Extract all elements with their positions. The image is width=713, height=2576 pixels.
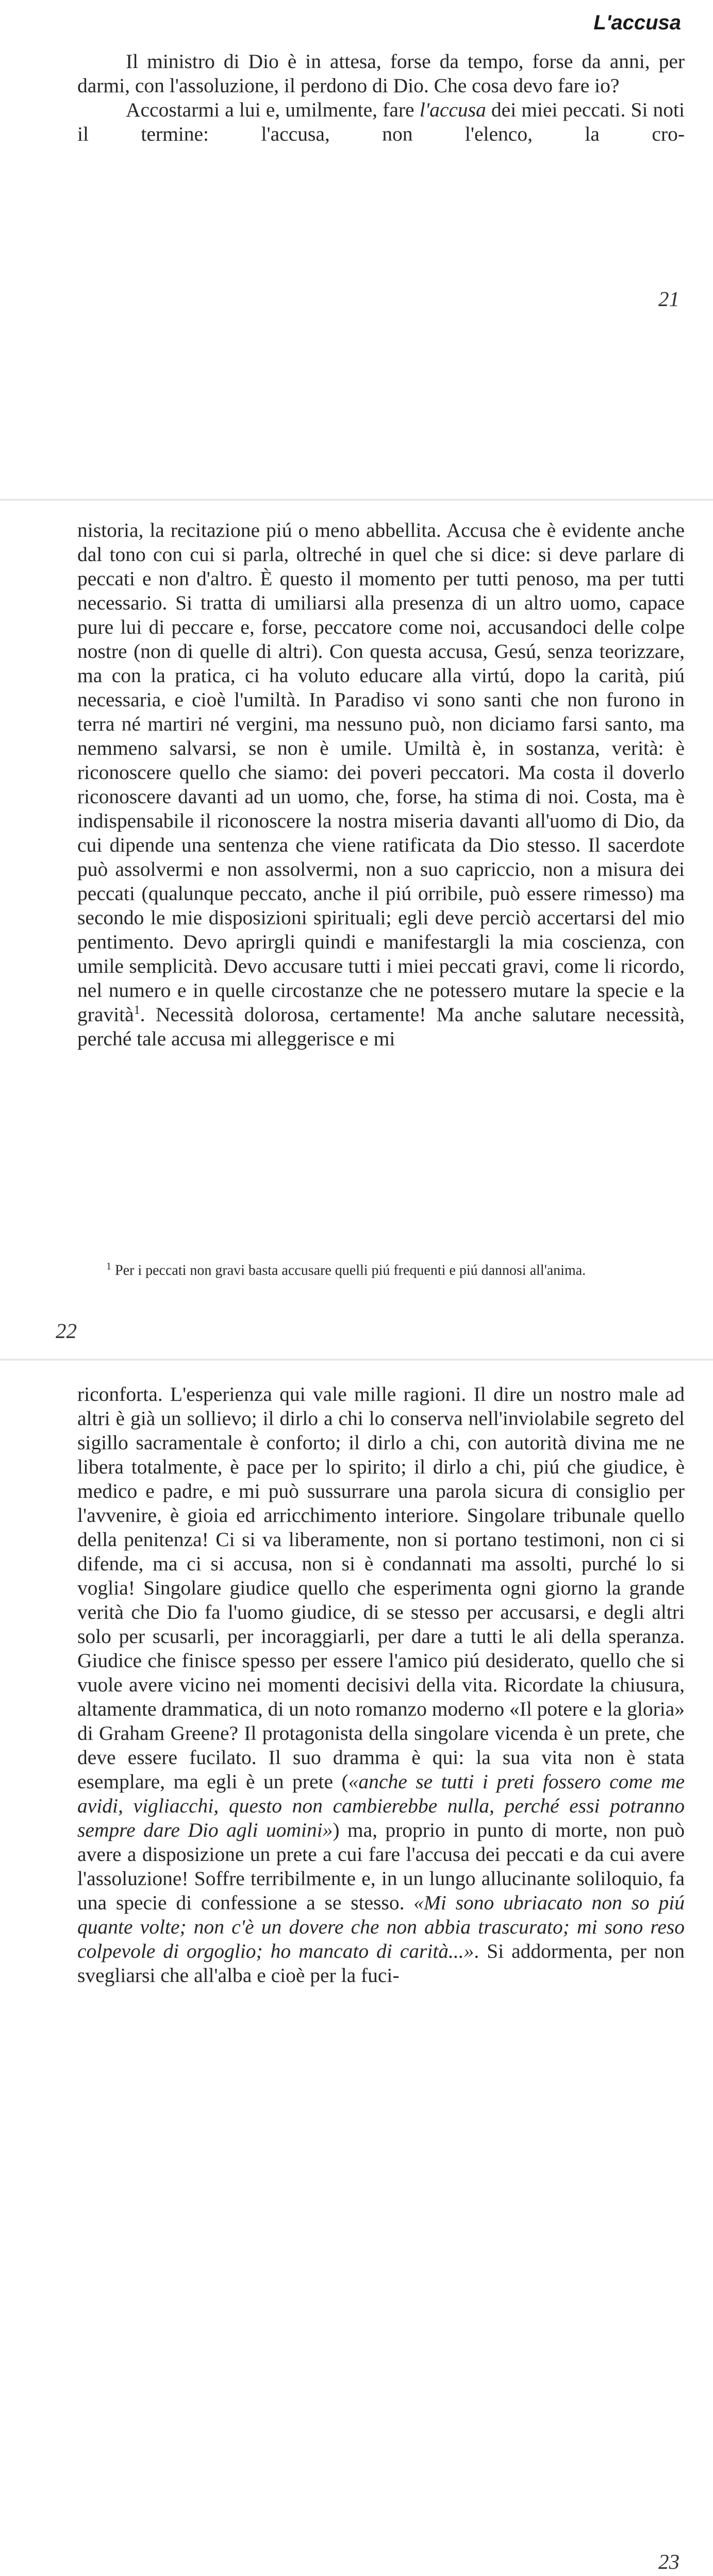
page-22-body (77, 518, 685, 1051)
footnote-number: 1 (106, 1261, 111, 1272)
page-23-body (77, 1382, 685, 1988)
quotation: «anche se tutti i preti fossero come me avidi, vigliacchi, questo non cambierebbe nulla, perché essi potranno sempre dare Dio agli uomini» (77, 1770, 685, 1841)
quotation: «Mi sono ubriacato non so piú quante volte; non c'è un dovere che non abbia trascurato; mi sono reso colpevole di orgoglio; ho mancato di carità...» (77, 1891, 685, 1962)
page-22 (0, 501, 713, 1359)
page-number: 21 (658, 287, 679, 311)
paragraph: nistoria, la recitazione piú o meno abbellita. Accusa che è evidente anche dal tono con cui si parla, oltreché in quel che si dice: si deve parlare di peccati e non d'altro. È questo il momento per tutti penoso, ma per tutti necessario. Si tratta di umiliarsi alla presenza di un altro uomo, capace pure lui di peccare e, forse, peccatore come noi, accusandoci delle colpe nostre (non di quelle di altri). Con questa accusa, Gesú, senza teorizzare, ma con la pratica, ci ha voluto educare alla virtú, dopo la carità, piú necessaria, e cioè l'umiltà. In Paradiso vi sono santi che non furono in terra né martiri né vergini, ma nessuno può, non diciamo farsi santo, ma nemmeno salvarsi, se non è umile. Umiltà è, in sostanza, verità: è riconoscere quello che siamo: dei poveri peccatori. Ma costa il doverlo riconoscere davanti ad un uomo, che, forse, ha stima di noi. Costa, ma è indispensabile il riconoscere la nostra miseria davanti all'uomo di Dio, da cui dipende una sentenza che viene ratificata da Dio stesso. Il sacerdote può assolvermi e non assolvermi, non a suo capriccio, non a misura dei peccati (qualunque peccato, anche il piú orribile, può essere rimesso) ma secondo le mie disposizioni spirituali; egli deve perciò accertarsi del mio pentimento. Devo aprirgli quindi e manifestargli la mia coscienza, con umile semplicità. Devo accusare tutti i miei peccati gravi, come li ricordo, nel numero e in quelle circostanze che ne potessero mutare la specie e la gravità$^1$. Necessità dolorosa, certamente! Ma anche salutare necessità, perché tale accusa mi alleggerisce e mi (77, 519, 685, 1050)
page-23 (0, 1361, 713, 2576)
footnote-marker: 1 (134, 1003, 140, 1017)
page-21-body (77, 49, 685, 146)
italic-term: l'accusa (419, 98, 486, 121)
footnote: $^1$ Per i peccati non gravi basta accusare quelli piú frequenti e piú dannosi all'anima. (106, 1261, 586, 1279)
page-number: 23 (658, 2550, 679, 2573)
paragraph: Il ministro di Dio è in attesa, forse da tempo, forse da anni, per darmi, con l'assoluzione, il perdono di Dio. Che cosa devo fare io? (77, 50, 685, 97)
paragraph: riconforta. L'esperienza qui vale mille ragioni. Il dire un nostro male ad altri è già un sollievo; il dirlo a chi lo conserva nell'inviolabile segreto del sigillo sacramentale è conforto; il dirlo a chi, con autorità divina me ne libera totalmente, è pace per lo spirito; il dirlo a chi, piú che giudice, è medico e padre, e mi può sussurrare una parola sicura di consiglio per l'avvenire, è gioia ed arricchimento interiore. Singolare tribunale quello della penitenza! Ci si va liberamente, non si portano testimoni, non ci si difende, ma ci si accusa, non si è condannati ma assolti, purché lo si voglia! Singolare giudice quello che esperimenta ogni giorno la grande verità che Dio fa l'uomo giudice, di se stesso per accusarsi, e degli altri solo per scusarli, per incoraggiarli, per dare a tutti le ali della speranza. Giudice che finisce spesso per essere l'amico piú desiderato, quello che si vuole avere vicino nei momenti decisivi della vita. Ricordate la chiusura, altamente drammatica, di un noto romanzo moderno «Il potere e la gloria» di Graham Greene? Il protagonista della singolare vicenda è un prete, che deve essere fucilato. Il suo dramma è qui: la sua vita non è stata esemplare, ma egli è un prete («anche se tutti i preti fossero come me avidi, vigliacchi, questo non cambierebbe nulla, perché essi potranno sempre dare Dio agli uomini») ma, proprio in punto di morte, non può avere a disposizione un prete a cui fare l'accusa dei peccati e da cui avere l'assoluzione! Soffre terribilmente e, in un lungo allucinante soliloquio, fa una specie di confessione a se stesso. «Mi sono ubriacato non so piú quante volte; non c'è un dovere che non abbia trascurato; mi sono reso colpevole di orgoglio; ho mancato di carità...». Si addormenta, per non svegliarsi che all'alba e cioè per la fuci- (77, 1383, 685, 1987)
page-21 (0, 0, 713, 499)
page-number: 22 (56, 1319, 77, 1343)
running-head: L'accusa (593, 11, 681, 34)
paragraph: Accostarmi a lui e, umilmente, fare l'accusa dei miei peccati. Si noti il termine: l'accusa, non l'elenco, la cro- (77, 98, 685, 145)
